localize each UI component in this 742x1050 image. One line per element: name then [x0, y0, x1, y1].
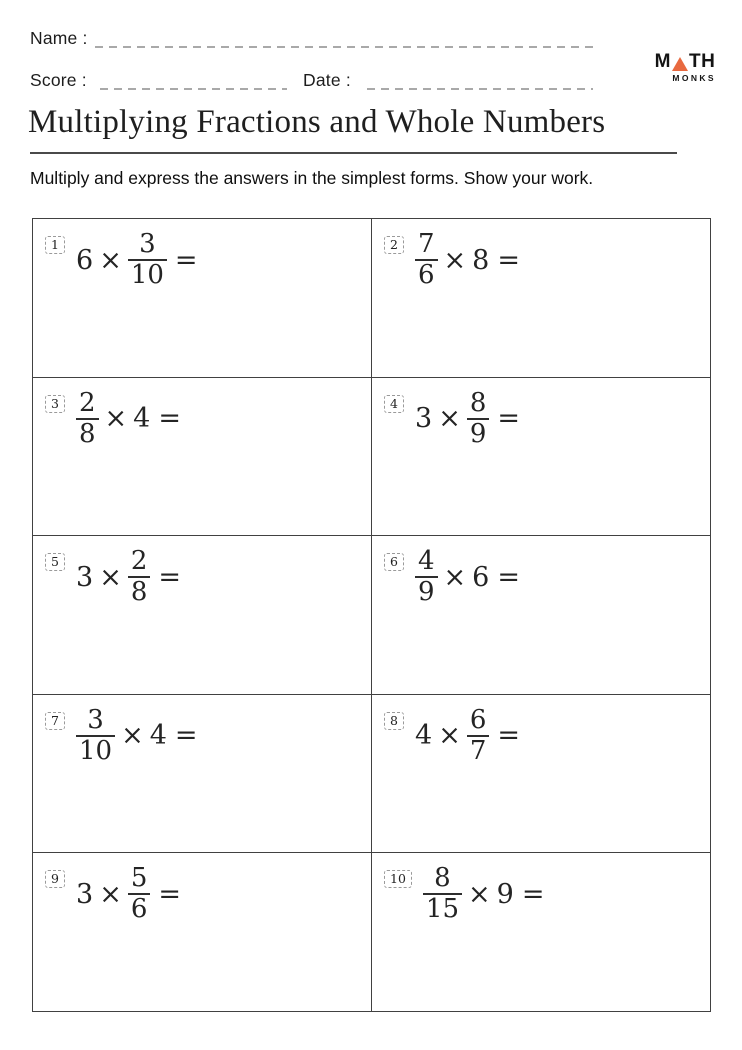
multiply-sign: × — [99, 244, 122, 276]
fraction — [76, 704, 115, 766]
whole-number: 4 — [133, 403, 151, 435]
fraction-numerator: 3 — [139, 229, 156, 259]
name-label: Name : — [30, 28, 88, 48]
multiply-sign: × — [438, 720, 461, 752]
whole-number: 6 — [472, 561, 490, 593]
table-row — [33, 853, 711, 1012]
fraction-denominator: 10 — [76, 735, 115, 765]
multiply-sign: × — [438, 403, 461, 435]
fraction-numerator: 4 — [418, 546, 435, 577]
fraction — [128, 865, 151, 923]
fraction-denominator: 15 — [423, 893, 462, 923]
date-field-line — [367, 88, 593, 90]
problem-expression — [76, 548, 181, 606]
score-label: Score : — [30, 70, 87, 90]
whole-number: 4 — [149, 720, 167, 752]
problem-cell-6 — [372, 536, 711, 695]
equals-sign: = — [174, 720, 198, 752]
whole-number: 3 — [415, 403, 433, 435]
equals-sign: = — [497, 561, 520, 593]
title-underline — [30, 152, 677, 154]
fraction-numerator: 2 — [79, 387, 96, 418]
table-row — [33, 694, 711, 853]
score-field-line — [100, 88, 287, 90]
fraction-numerator: 2 — [130, 546, 148, 577]
whole-number: 6 — [76, 244, 94, 276]
table-row — [33, 377, 711, 536]
problem-cell-8 — [372, 694, 711, 853]
equals-sign: = — [158, 561, 181, 593]
problem-expression — [76, 865, 181, 923]
whole-number: 9 — [496, 878, 514, 910]
logo-letter-m: M — [654, 51, 671, 72]
problems-table — [32, 218, 711, 1012]
fraction-denominator: 9 — [415, 576, 438, 606]
logo-letters-th: TH — [689, 51, 716, 72]
problem-number-badge: 1 — [45, 236, 65, 254]
problem-expression — [415, 704, 520, 766]
whole-number: 3 — [76, 561, 94, 593]
problem-cell-4 — [372, 377, 711, 536]
problem-number-badge: 3 — [45, 395, 65, 413]
table-row — [33, 219, 711, 378]
multiply-sign: × — [443, 561, 467, 593]
fraction-denominator: 8 — [76, 418, 99, 448]
logo-subtitle: MONKS — [672, 73, 716, 83]
problem-number-badge: 8 — [384, 712, 404, 730]
equals-sign: = — [174, 244, 198, 276]
problem-expression — [415, 231, 520, 289]
multiply-sign: × — [104, 403, 128, 435]
problem-expression — [76, 387, 181, 449]
fraction-numerator: 8 — [434, 863, 451, 894]
whole-number: 4 — [415, 720, 433, 752]
equals-sign: = — [158, 878, 181, 910]
whole-number: 8 — [472, 244, 490, 276]
problem-cell-5 — [33, 536, 372, 695]
math-monks-logo — [653, 52, 717, 83]
fraction-numerator: 7 — [418, 229, 435, 259]
fraction-denominator: 6 — [415, 259, 438, 289]
problem-cell-2 — [372, 219, 711, 378]
multiply-sign: × — [468, 878, 491, 910]
multiply-sign: × — [99, 561, 122, 593]
fraction — [467, 704, 490, 766]
fraction-denominator: 6 — [128, 893, 151, 923]
multiply-sign: × — [99, 878, 122, 910]
page-title: Multiplying Fractions and Whole Numbers — [28, 104, 606, 140]
fraction — [467, 387, 490, 449]
instruction-text: Multiply and express the answers in the simplest forms. Show your work. — [30, 168, 594, 188]
equals-sign: = — [497, 720, 520, 752]
fraction-numerator: 3 — [87, 704, 104, 735]
whole-number: 3 — [76, 878, 94, 910]
problem-number-badge: 9 — [45, 870, 65, 888]
problem-number-badge: 2 — [384, 236, 404, 254]
logo-wordmark — [653, 52, 717, 71]
problem-number-badge: 10 — [384, 870, 412, 888]
problem-expression — [415, 387, 520, 449]
problem-expression — [423, 865, 545, 923]
fraction — [415, 548, 438, 606]
multiply-sign: × — [443, 244, 467, 276]
date-label: Date : — [303, 70, 351, 90]
problem-cell-1 — [33, 219, 372, 378]
equals-sign: = — [158, 403, 181, 435]
problem-expression — [415, 548, 520, 606]
fraction-numerator: 6 — [469, 704, 487, 735]
problem-number-badge: 5 — [45, 553, 65, 571]
fraction-numerator: 8 — [469, 387, 487, 418]
problem-cell-3 — [33, 377, 372, 536]
logo-triangle-icon — [672, 57, 688, 71]
equals-sign: = — [497, 244, 520, 276]
multiply-sign: × — [121, 720, 144, 752]
problem-cell-9 — [33, 853, 372, 1012]
problem-number-badge: 6 — [384, 553, 404, 571]
fraction — [415, 231, 438, 289]
name-field-line — [95, 46, 595, 48]
equals-sign: = — [521, 878, 545, 910]
fraction — [128, 231, 167, 289]
problem-number-badge: 4 — [384, 395, 404, 413]
fraction — [128, 548, 151, 606]
fraction-denominator: 9 — [467, 418, 490, 448]
fraction — [423, 865, 462, 923]
equals-sign: = — [497, 403, 520, 435]
fraction — [76, 387, 99, 449]
fraction-denominator: 7 — [467, 735, 490, 765]
problem-cell-10 — [372, 853, 711, 1012]
problem-expression — [76, 704, 198, 766]
fraction-denominator: 10 — [128, 259, 167, 289]
fraction-denominator: 8 — [128, 576, 151, 606]
fraction-numerator: 5 — [130, 863, 148, 894]
problem-number-badge: 7 — [45, 712, 65, 730]
problem-cell-7 — [33, 694, 372, 853]
table-row — [33, 536, 711, 695]
problem-expression — [76, 231, 198, 289]
